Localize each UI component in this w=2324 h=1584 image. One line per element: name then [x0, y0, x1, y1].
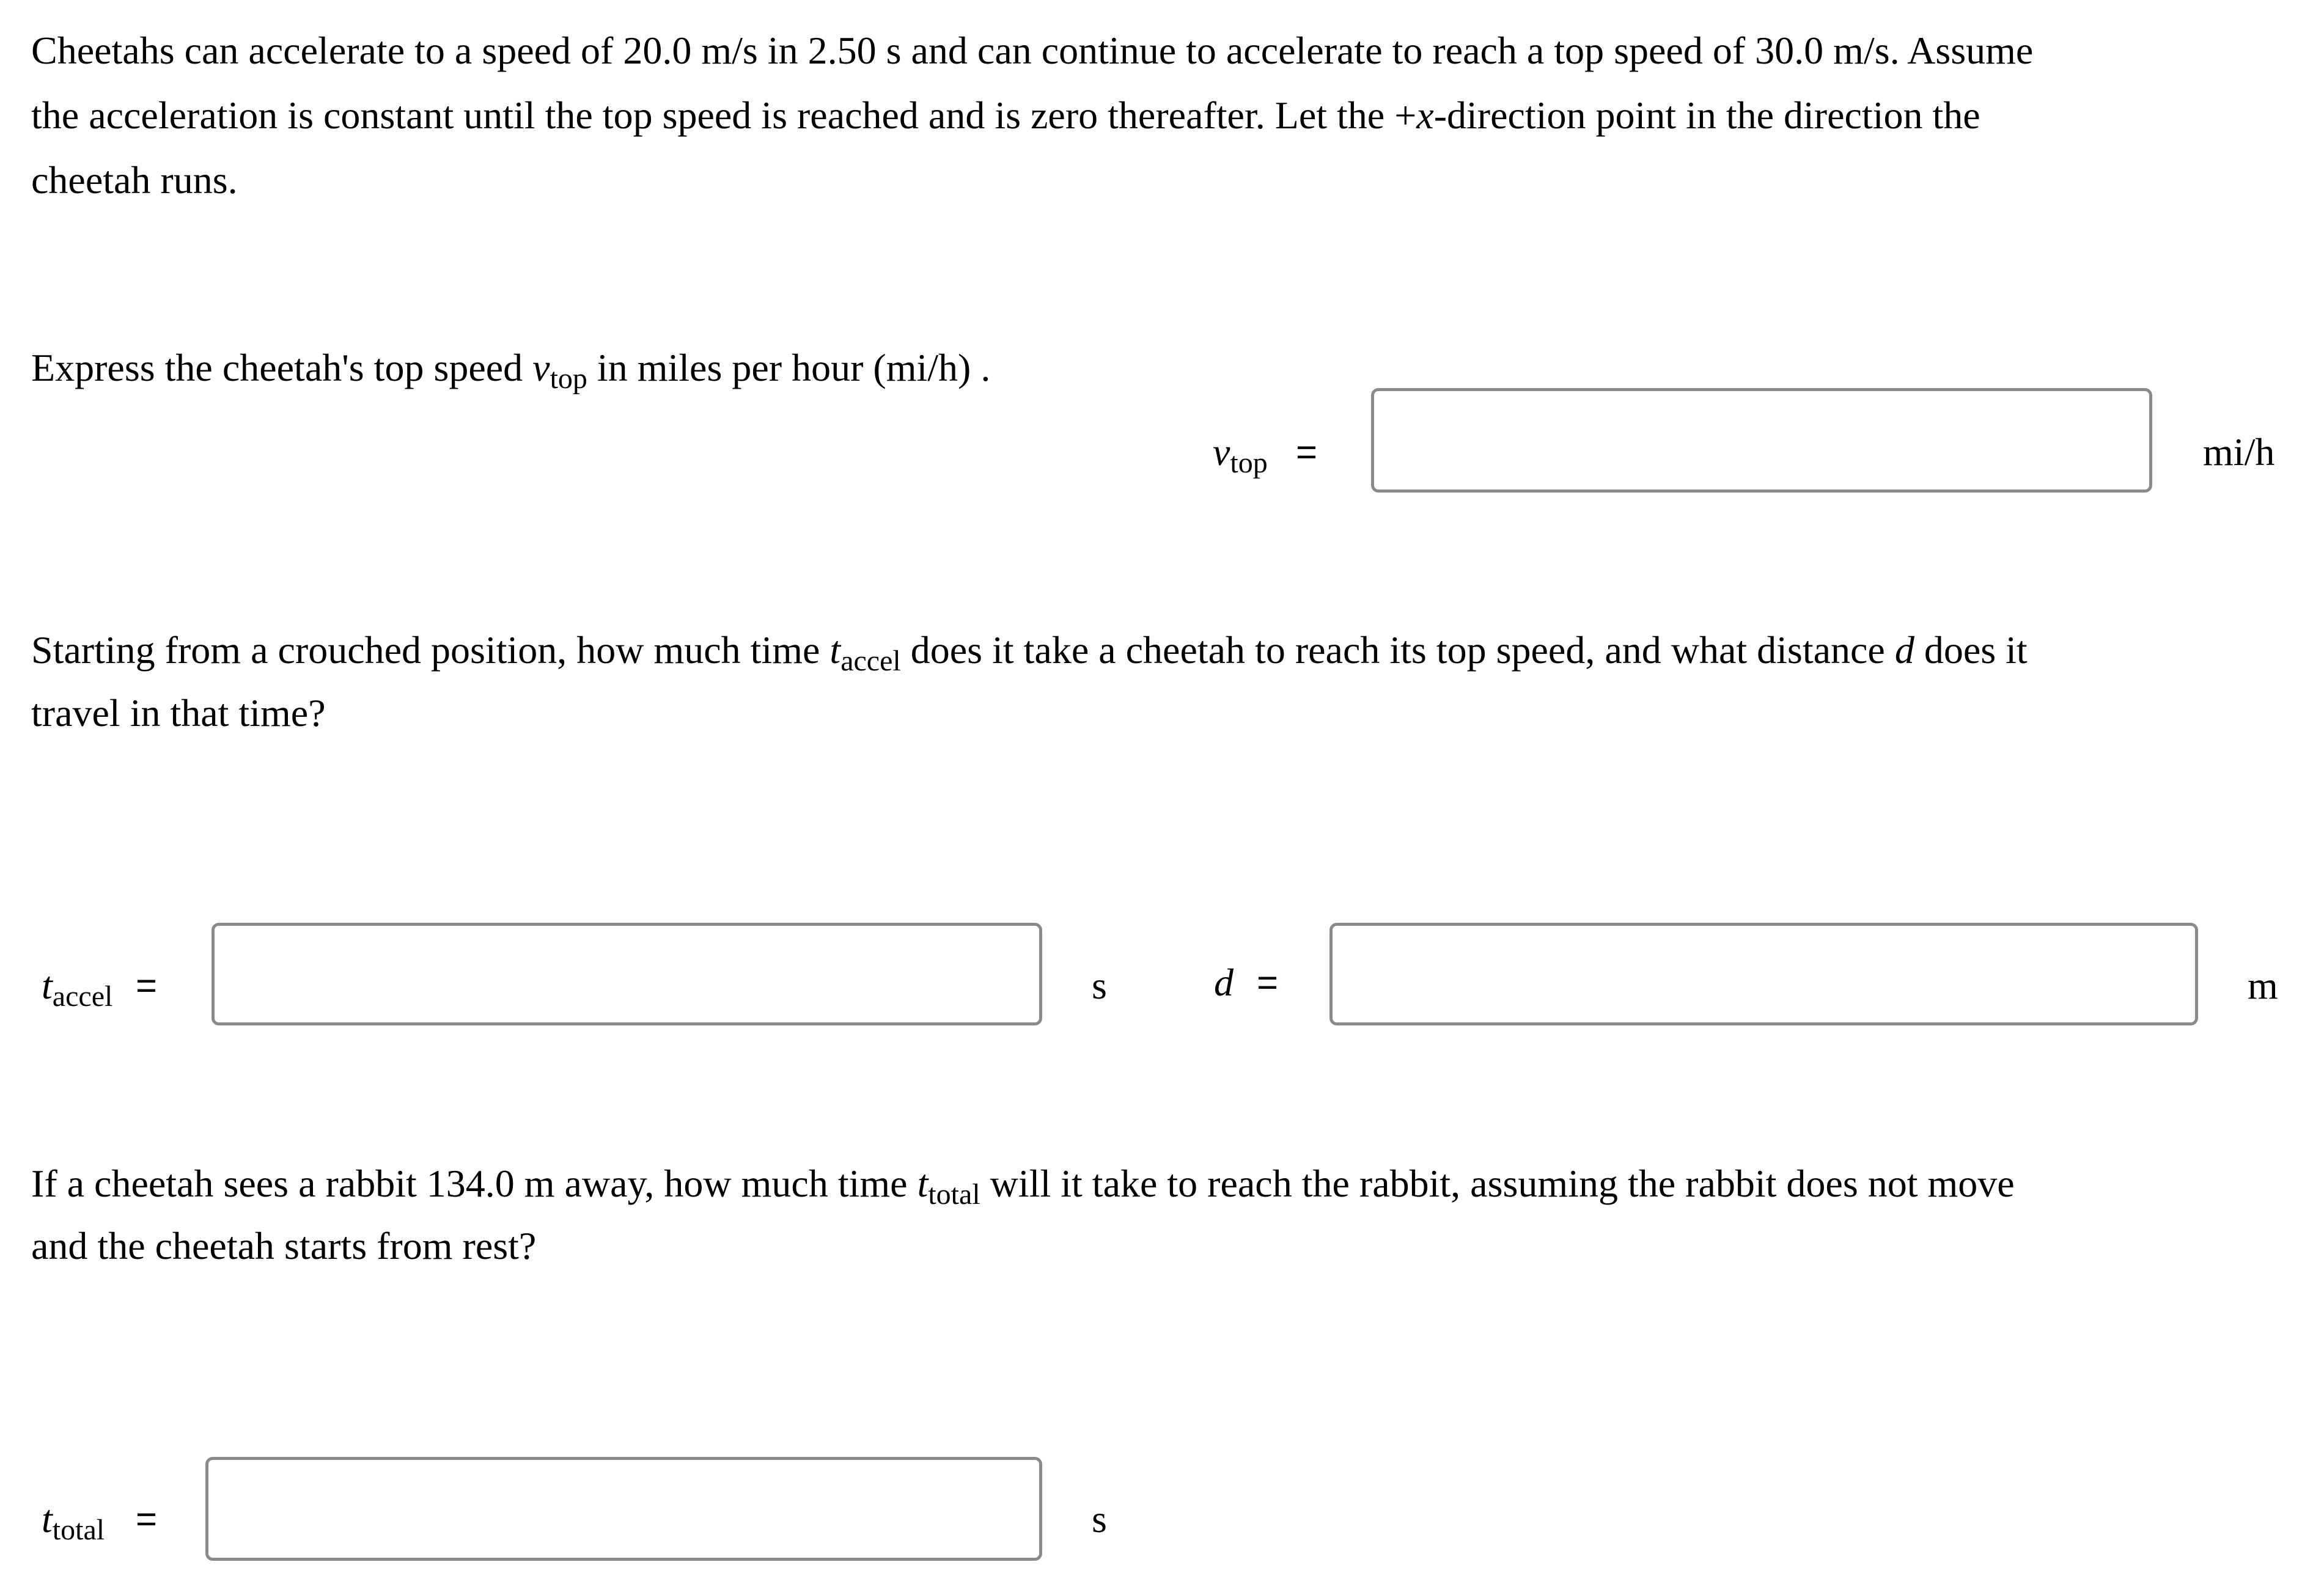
- d-unit: m: [2248, 964, 2278, 1007]
- t-accel-equals: =: [136, 965, 158, 1006]
- q2-var-sub: accel: [840, 645, 901, 677]
- t-accel-label-t: t: [42, 964, 53, 1007]
- t-total-input[interactable]: [205, 1457, 1042, 1561]
- q1-label-v: v: [1213, 430, 1230, 474]
- t-accel-label: [42, 961, 113, 1013]
- t-total-label-t: t: [42, 1497, 53, 1541]
- q1-prompt-text-a: Express the cheetah's top speed: [31, 346, 533, 389]
- q3-var-sub: total: [928, 1178, 980, 1211]
- q3-prompt-line-2: [31, 1214, 536, 1278]
- t-accel-unit: s: [1092, 964, 1107, 1007]
- q1-label-sub: top: [1230, 447, 1268, 479]
- intro-line-1: [31, 18, 2033, 83]
- q3-prompt-text-a: If a cheetah sees a rabbit 134.0 m away, how much time: [31, 1162, 917, 1205]
- intro-text-1: Cheetahs can accelerate to a speed of 20.0 m/s in 2.50 s and can continue to accelerate to reach a top speed of 30.0 m/s. Assume: [31, 29, 2034, 72]
- q1-answer-label: [1213, 428, 1268, 477]
- q2-prompt-line-2: [31, 681, 326, 746]
- q2-var-d: d: [1894, 628, 1914, 672]
- q1-equals: =: [1296, 431, 1318, 472]
- intro-line-2: [31, 83, 1980, 148]
- intro-text-2b: -direction point in the direction the: [1433, 94, 1980, 137]
- t-total-label-sub: total: [52, 1514, 105, 1546]
- d-label: [1214, 958, 1234, 1007]
- t-total-equals: =: [136, 1498, 158, 1539]
- q3-prompt-text-b: will it take to reach the rabbit, assuming the rabbit does not move: [980, 1162, 2015, 1205]
- distance-input[interactable]: [1329, 923, 2198, 1025]
- intro-var-x: x: [1416, 94, 1434, 137]
- q1-var-sub: top: [550, 362, 587, 395]
- q3-prompt-line-1: [31, 1151, 2015, 1216]
- q1-prompt: [31, 336, 990, 400]
- v-top-input[interactable]: [1371, 388, 2152, 493]
- q2-prompt-text-c: does it: [1914, 628, 2028, 672]
- intro-text-2a: the acceleration is constant until the top speed is reached and is zero thereafter. Let the +: [31, 94, 1417, 137]
- q2-prompt-text-d: travel in that time?: [31, 691, 326, 735]
- intro-line-3: [31, 148, 238, 213]
- t-total-unit: s: [1092, 1497, 1107, 1541]
- d-equals: =: [1257, 962, 1279, 1003]
- t-accel-input[interactable]: [211, 923, 1042, 1025]
- t-total-label: [42, 1495, 105, 1544]
- q1-prompt-text-b: in miles per hour (mi/h) .: [587, 346, 991, 389]
- q1-var-v: v: [532, 346, 550, 389]
- q2-prompt-line-1: [31, 618, 2028, 683]
- q2-var-t: t: [829, 628, 841, 672]
- d-label-var: d: [1214, 961, 1234, 1004]
- t-accel-label-sub: accel: [52, 980, 113, 1013]
- q3-var-t: t: [917, 1162, 928, 1205]
- q2-prompt-text-b: does it take a cheetah to reach its top speed, and what distance: [900, 628, 1895, 672]
- intro-text-3: cheetah runs.: [31, 158, 238, 202]
- q1-unit: mi/h: [2203, 430, 2275, 474]
- q3-prompt-text-c: and the cheetah starts from rest?: [31, 1224, 537, 1267]
- q2-prompt-text-a: Starting from a crouched position, how much time: [31, 628, 830, 672]
